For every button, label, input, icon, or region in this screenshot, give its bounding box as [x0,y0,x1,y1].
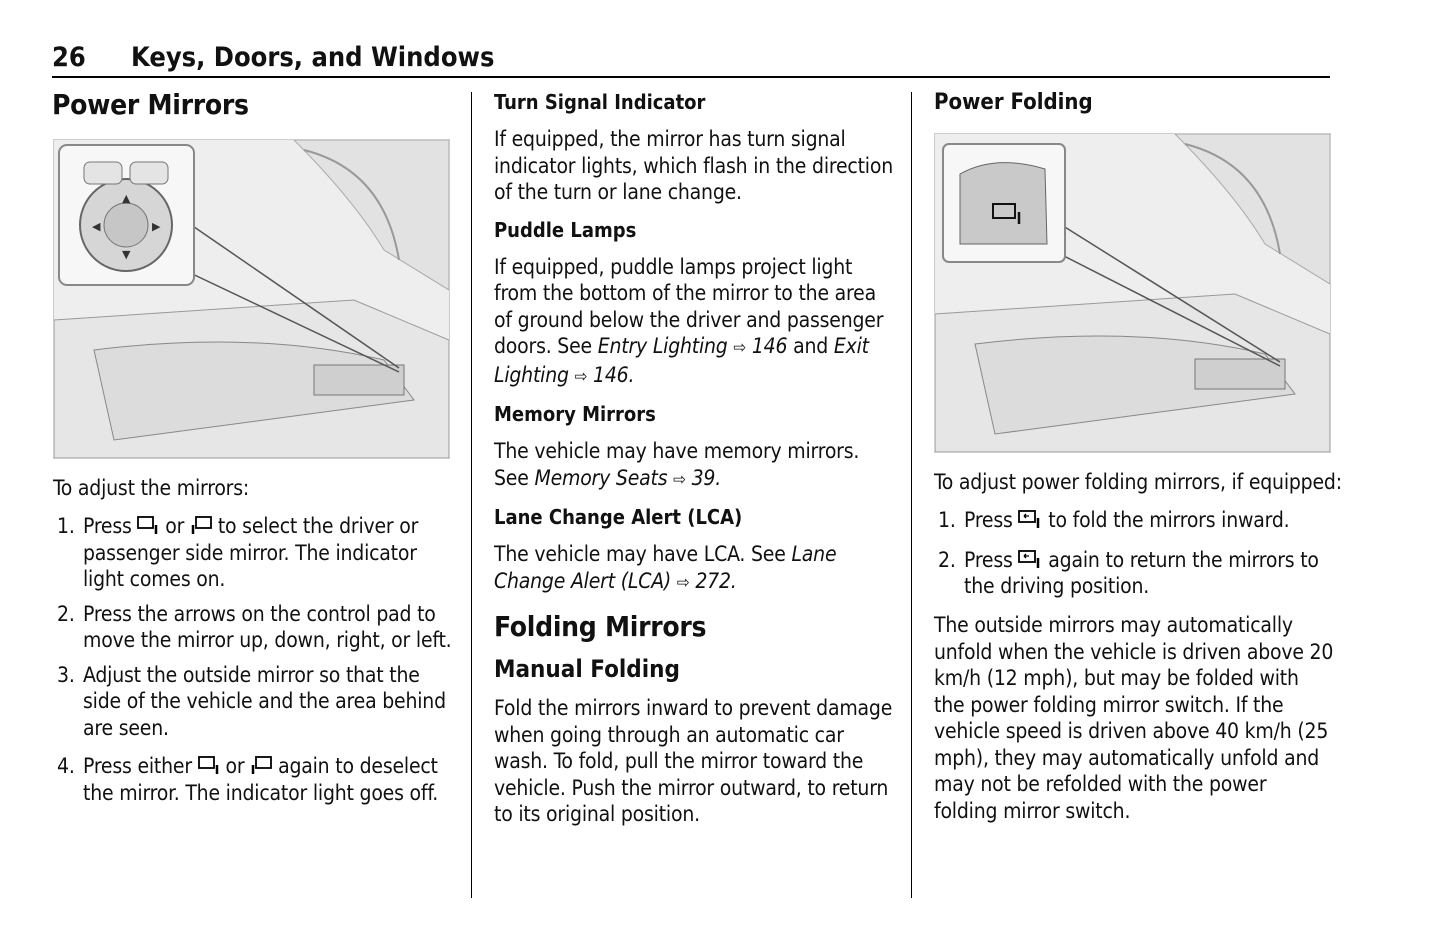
driver-mirror-select-icon [198,755,220,775]
step-1: 1. Press or to select the driver or passenger side mirror. The indicator light comes on. [57,514,419,591]
driver-mirror-select-icon [137,515,159,535]
power-mirrors-title: Power Mirrors [52,88,249,121]
step-2: 2. Press the arrows on the control pad to move the mirror up, down, right, or left. [57,601,452,652]
column-right [934,90,1334,115]
exit-lighting-link[interactable]: Exit Lighting [494,334,869,387]
manual-folding-text: Fold the mirrors inward to prevent damage when going through an automatic car wash. To fold, pull the mirror toward the vehicle. Push the mirror outward, to return to its original position. [494,696,893,826]
page-number: 26 [52,42,86,73]
step-4: 4. Press either or again to deselect the mirror. The indicator light goes off. [57,754,439,805]
section-title: Keys, Doors, and Windows [131,42,495,73]
svg-text:▼: ▼ [122,248,131,261]
svg-text:◀: ◀ [92,220,101,233]
passenger-mirror-select-icon [250,755,272,775]
turn-signal-heading: Turn Signal Indicator [494,90,706,114]
manual-folding-heading: Manual Folding [494,655,680,683]
power-folding-heading: Power Folding [934,90,1093,115]
svg-text:▲: ▲ [122,192,131,205]
column-divider [911,92,912,898]
column-divider [471,92,472,898]
door-panel-illustration [54,140,449,458]
puddle-lamps-text: If equipped, puddle lamps project light from the bottom of the mirror to the area of ground below the driver and passenger doors. See Entry Lighting ⇨ 146 and Exit Lighting ⇨ 146. [494,254,884,387]
page-ref-arrow-icon: ⇨ [676,572,690,593]
memory-mirrors-heading: Memory Mirrors [494,402,656,426]
lca-heading: Lane Change Alert (LCA) [494,505,743,529]
power-fold-icon [1018,509,1042,529]
power-folding-intro: To adjust power folding mirrors, if equipped: [934,470,1342,494]
passenger-mirror-select-icon [190,515,212,535]
page-ref-arrow-icon: ⇨ [733,338,747,358]
page-header [52,40,1330,78]
svg-text:▶: ▶ [152,220,161,233]
page-ref-arrow-icon: ⇨ [574,366,588,387]
power-folding-steps [934,507,1334,600]
page-ref-arrow-icon: ⇨ [673,469,686,490]
memory-mirrors-text: The vehicle may have memory mirrors. See Memory Seats ⇨ 39. [494,439,860,490]
door-panel-illustration [935,134,1330,452]
turn-signal-text: If equipped, the mirror has turn signal indicator lights, which flash in the direction of the turn or lane change. [494,127,893,204]
step-2: 2. Press again to return the mirrors to the driving position. [938,547,1319,598]
power-folding-figure [934,133,1331,453]
entry-lighting-link[interactable]: Entry Lighting [597,334,728,358]
adjust-intro: To adjust the mirrors: [53,476,250,500]
lane-change-alert-link[interactable]: Lane Change Alert (LCA) [494,542,837,593]
column-middle [494,90,894,828]
column-left [52,84,452,121]
lca-text: The vehicle may have LCA. See Lane Change Alert (LCA) ⇨ 272. [494,542,837,593]
auto-unfold-text: The outside mirrors may automatically unfold when the vehicle is driven above 20 km/h (12 mph), but may be folded with the power folding mirror switch. If the vehicle speed is driven above 40 km/h (25 mph), they may automatically unfold and may not be refolded with the power folding mirror switch. [934,613,1334,823]
mirror-control-figure [53,139,450,459]
puddle-lamps-heading: Puddle Lamps [494,217,637,242]
folding-mirrors-title: Folding Mirrors [494,610,707,643]
power-fold-icon [1018,549,1042,569]
adjust-steps [53,513,453,806]
step-1: 1. Press to fold the mirrors inward. [938,508,1290,532]
step-3: 3. Adjust the outside mirror so that the side of the vehicle and the area behind are seen. [57,662,446,740]
memory-seats-link[interactable]: Memory Seats [534,465,668,490]
